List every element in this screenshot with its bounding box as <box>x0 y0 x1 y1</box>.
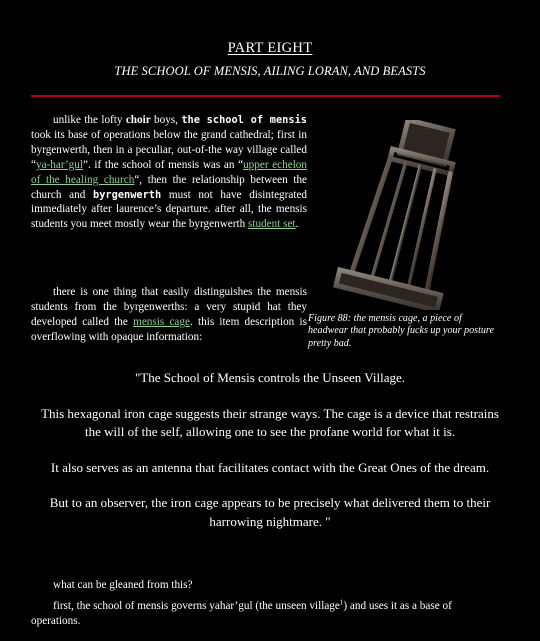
text-run: ”. if the school of mensis was an “ <box>82 158 244 171</box>
part-title: PART EIGHT <box>227 40 313 56</box>
school-of-mensis-emphasis: the school of mensis <box>181 114 307 126</box>
page-header <box>0 40 540 79</box>
quote-line: "The School of Mensis controls the Unseen Village. <box>134 370 406 385</box>
text-run: took its base of operations below the grand cathedral; first in byrgenwerth, then in a peculiar, out-of-the way village called “ <box>31 128 307 171</box>
text-run: . this item description is overflowing with opaque information: <box>31 315 307 343</box>
quote-line: But to an observer, the iron cage appears to be precisely what delivered them to their harrowing nightmare. " <box>49 495 491 529</box>
link-mensis-cage[interactable]: mensis cage <box>133 315 190 328</box>
text-run: first, the school of mensis governs yahar’gul (the unseen village <box>53 600 340 612</box>
cage-paragraph <box>31 285 307 345</box>
text-run: there is one thing that easily distinguishes the mensis students from the byrgenwerths: a very stupid hat they developed called the <box>31 286 307 328</box>
byrgenwerth-emphasis: byrgenwerth <box>93 188 162 201</box>
text-run: . <box>295 218 299 231</box>
first-point-paragraph <box>31 599 501 629</box>
chapter-subtitle: THE SCHOOL OF MENSIS, AILING LORAN, AND BEASTS <box>114 64 426 78</box>
header-divider <box>31 95 499 97</box>
figure-caption: Figure 88: the mensis cage, a piece of headwear that probably fucks up your posture pretty bad. <box>308 313 494 349</box>
link-student-set[interactable]: student set <box>247 218 296 231</box>
footnote-marker[interactable]: 1 <box>339 598 344 607</box>
choir-emphasis: choir <box>125 114 151 126</box>
question-text: what can be gleaned from this? <box>53 579 193 591</box>
link-upper-echelon[interactable]: upper echelon of the healing church <box>31 158 307 186</box>
quote-line: This hexagonal iron cage suggests their strange ways. The cage is a device that restrains the will of the self, allowing one to see the profane world for what it is. <box>41 405 499 439</box>
text-run: must not have disintegrated immediately after laurence’s departure. after all, the mensis students you meet mostly wear the byrgenwerth <box>31 188 307 231</box>
question-paragraph <box>31 578 501 593</box>
text-run: ) and uses it as a base of operations. <box>31 600 452 627</box>
intro-paragraph <box>31 113 307 232</box>
link-yahargul[interactable]: ya-har’gul <box>35 158 83 171</box>
mensis-cage-image <box>315 120 495 310</box>
item-description-quote <box>36 369 504 548</box>
text-run: “, then the relationship between the church and <box>31 173 308 201</box>
quote-line: It also serves as an antenna that facilitates contact with the Great Ones of the dream. <box>50 459 490 475</box>
text-run: unlike the lofty <box>53 114 126 126</box>
text-run: boys, <box>150 114 182 126</box>
